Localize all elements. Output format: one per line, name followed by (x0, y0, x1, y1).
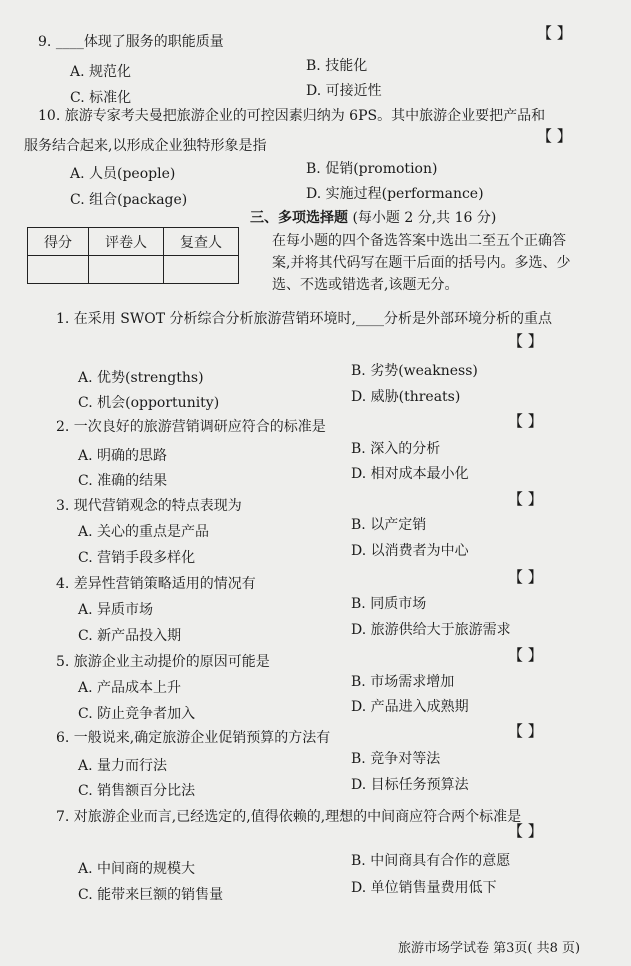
mq3-answer-bracket[interactable]: 【 】 (508, 490, 543, 508)
q9-option-c: C. 标准化 (70, 90, 132, 106)
mq5-option-a: A. 产品成本上升 (78, 680, 182, 696)
mq7-stem: 7. 对旅游企业而言,已经选定的,值得依赖的,理想的中间商应符合两个标准是 (56, 809, 522, 825)
section3-instr-3: 选、不选或错选者,该题无分。 (272, 277, 459, 293)
mq5-option-b: B. 市场需求增加 (351, 674, 455, 690)
mq5-stem: 5. 旅游企业主动提价的原因可能是 (56, 654, 270, 670)
reviewer-cell[interactable] (164, 256, 239, 284)
mq7-answer-bracket[interactable]: 【 】 (508, 822, 543, 840)
q10-answer-bracket[interactable]: 【 】 (537, 127, 572, 145)
q10-option-c: C. 组合(package) (70, 192, 188, 208)
mq6-option-a: A. 量力而行法 (78, 758, 168, 774)
mq6-option-b: B. 竞争对等法 (351, 751, 441, 767)
mq5-option-d: D. 产品进入成熟期 (351, 699, 469, 715)
mq4-stem: 4. 差异性营销策略适用的情况有 (56, 576, 256, 592)
mq4-option-b: B. 同质市场 (351, 596, 427, 612)
mq4-answer-bracket[interactable]: 【 】 (508, 568, 543, 586)
mq5-answer-bracket[interactable]: 【 】 (508, 646, 543, 664)
q9-text: ____体现了服务的职能质量 (55, 34, 224, 50)
mq1-option-d: D. 威胁(threats) (351, 389, 461, 405)
mq6-option-c: C. 销售额百分比法 (78, 783, 196, 799)
q10-text-1: 旅游专家考夫曼把旅游企业的可控因素归纳为 6PS。其中旅游企业要把产品和 (64, 108, 546, 124)
q10-stem-line1 (38, 105, 545, 125)
section3-title: 三、多项选择题 (250, 210, 348, 226)
mq6-stem: 6. 一般说来,确定旅游企业促销预算的方法有 (56, 730, 331, 746)
q9-option-d: D. 可接近性 (306, 83, 382, 99)
mq4-option-a: A. 异质市场 (78, 602, 154, 618)
section3-instr-2: 案,并将其代码写在题干后面的括号内。多选、少 (272, 255, 571, 271)
mq1-option-c: C. 机会(opportunity) (78, 395, 220, 411)
mq3-option-d: D. 以消费者为中心 (351, 543, 469, 559)
mq2-stem: 2. 一次良好的旅游营销调研应符合的标准是 (56, 419, 326, 435)
score-table (27, 227, 239, 284)
q9-stem (38, 31, 224, 51)
mq3-stem: 3. 现代营销观念的特点表现为 (56, 498, 242, 514)
section3-heading (250, 207, 496, 227)
mq4-option-c: C. 新产品投入期 (78, 628, 182, 644)
mq1-option-a: A. 优势(strengths) (78, 370, 204, 386)
reviewer-header: 复查人 (164, 228, 239, 256)
mq6-answer-bracket[interactable]: 【 】 (508, 722, 543, 740)
grader-header: 评卷人 (89, 228, 164, 256)
section3-points: (每小题 2 分,共 16 分) (352, 210, 497, 226)
section3-instr-1: 在每小题的四个备选答案中选出二至五个正确答 (272, 233, 566, 249)
mq6-option-d: D. 目标任务预算法 (351, 777, 469, 793)
mq1-answer-bracket[interactable]: 【 】 (508, 332, 543, 350)
q9-num: 9. (38, 34, 52, 50)
mq2-option-a: A. 明确的思路 (78, 448, 168, 464)
score-cell[interactable] (28, 256, 89, 284)
mq1-stem: 1. 在采用 SWOT 分析综合分析旅游营销环境时,____分析是外部环境分析的重点 (56, 311, 552, 327)
mq7-option-b: B. 中间商具有合作的意愿 (351, 853, 511, 869)
mq2-option-b: B. 深入的分析 (351, 441, 441, 457)
mq2-option-d: D. 相对成本最小化 (351, 466, 469, 482)
grader-cell[interactable] (89, 256, 164, 284)
mq3-option-c: C. 营销手段多样化 (78, 550, 196, 566)
mq2-answer-bracket[interactable]: 【 】 (508, 412, 543, 430)
mq7-option-d: D. 单位销售量费用低下 (351, 880, 497, 896)
mq4-option-d: D. 旅游供给大于旅游需求 (351, 622, 511, 638)
mq7-option-c: C. 能带来巨额的销售量 (78, 887, 224, 903)
q10-num: 10. (38, 108, 61, 124)
score-header: 得分 (28, 228, 89, 256)
mq3-option-b: B. 以产定销 (351, 517, 427, 533)
q10-option-d: D. 实施过程(performance) (306, 186, 484, 202)
q10-option-a: A. 人员(people) (70, 166, 176, 182)
mq5-option-c: C. 防止竞争者加入 (78, 706, 196, 722)
page-footer: 旅游市场学试卷 第3页( 共8 页) (398, 941, 581, 956)
q10-stem-line2: 服务结合起来,以形成企业独特形象是指 (24, 138, 267, 154)
mq2-option-c: C. 准确的结果 (78, 473, 168, 489)
mq1-option-b: B. 劣势(weakness) (351, 363, 478, 379)
q9-option-b: B. 技能化 (306, 58, 368, 74)
mq7-option-a: A. 中间商的规模大 (78, 861, 196, 877)
mq3-option-a: A. 关心的重点是产品 (78, 524, 210, 540)
q9-answer-bracket[interactable]: 【 】 (537, 24, 572, 42)
q10-option-b: B. 促销(promotion) (306, 161, 438, 177)
q9-option-a: A. 规范化 (70, 64, 132, 80)
